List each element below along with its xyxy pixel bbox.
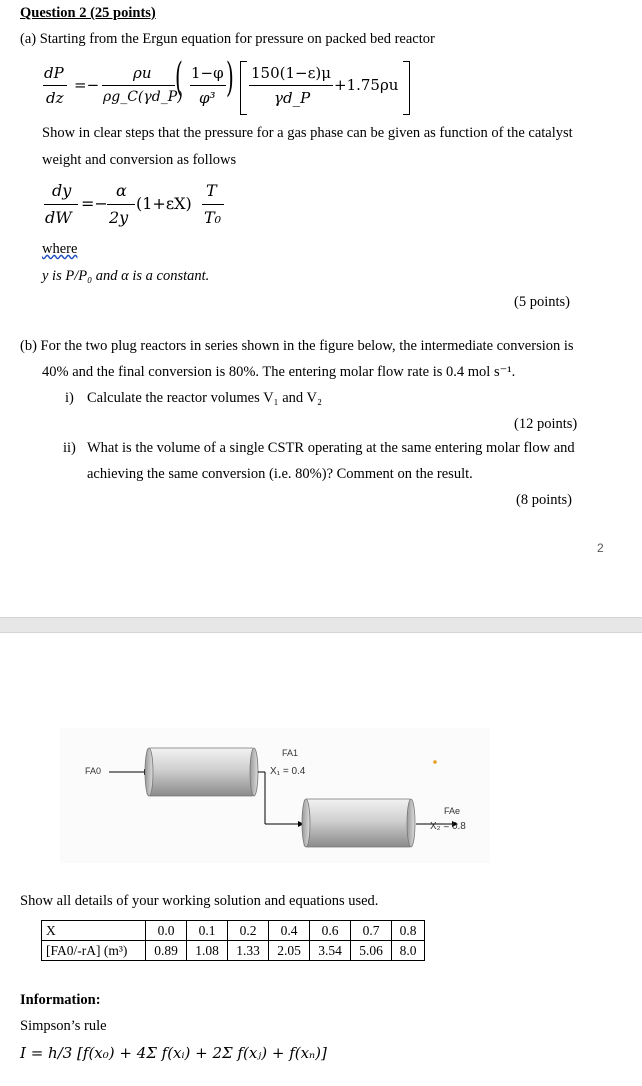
fig-x1-label: X₁ = 0.4 xyxy=(270,766,306,777)
ergun-f3-den: γd_P xyxy=(274,89,311,107)
info-heading: Information: xyxy=(20,992,101,1008)
ergun-lhs-den: dz xyxy=(46,89,64,107)
table-cell: 1.08 xyxy=(187,941,228,961)
fig-fa1-label: FA1 xyxy=(282,748,299,758)
where-def: y is P/P₀ and α is a constant. xyxy=(42,268,210,284)
rule-name: Simpson’s rule xyxy=(20,1018,107,1034)
fig-fae-label: FAe xyxy=(444,806,461,816)
part-a-show-2: weight and conversion as follows xyxy=(42,152,237,168)
item-ii-points: (8 points) xyxy=(516,492,572,508)
table-cell: 3.54 xyxy=(310,941,351,961)
table-cell: 0.6 xyxy=(310,921,351,941)
pe-c-den: 2y xyxy=(109,208,129,227)
pe-t-den: T₀ xyxy=(204,208,222,227)
working-note: Show all details of your working solution and equations used. xyxy=(20,893,379,909)
reactor-1 xyxy=(145,748,258,796)
part-a-intro: (a) Starting from the Ergun equation for pressure on packed bed reactor xyxy=(20,31,435,47)
part-b-intro-2: 40% and the final conversion is 80%. The entering molar flow rate is 0.4 mol s⁻¹. xyxy=(42,364,516,380)
data-table xyxy=(41,920,425,961)
item-ii-line2: achieving the same conversion (i.e. 80%)? Comment on the result. xyxy=(87,466,473,482)
pe-c-num: α xyxy=(116,181,127,200)
where-label: where xyxy=(42,241,78,257)
part-b-intro-1: (b) For the two plug reactors in series shown in the figure below, the intermediate conversion is xyxy=(20,338,574,354)
part-a-show-1: Show in clear steps that the pressure for a gas phase can be given as function of the catalyst xyxy=(42,125,573,141)
table-row xyxy=(42,921,425,941)
table-cell: 0.2 xyxy=(228,921,269,941)
table-cell: 0.7 xyxy=(351,921,392,941)
pe-t-num: T xyxy=(206,181,217,200)
ergun-f2-num: 1−φ xyxy=(191,64,224,82)
pe-mid: (1+εX) xyxy=(136,194,192,213)
table-row-label: X xyxy=(42,921,146,941)
ergun-f1-den: ρg_C(γd_P) xyxy=(103,89,183,105)
table-cell: 0.8 xyxy=(392,921,425,941)
simpson-formula: I = h/3 [f(x₀) + 4Σ f(xᵢ) + 2Σ f(xⱼ) + f(xₙ)] xyxy=(20,1044,327,1062)
ergun-f3-num: 150(1−ε)μ xyxy=(251,64,331,82)
ergun-f1-num: ρu xyxy=(133,64,152,82)
item-i-text: Calculate the reactor volumes V₁ and V₂ xyxy=(87,390,323,406)
fig-inlet-label: FA0 xyxy=(85,766,102,776)
item-ii-line1: What is the volume of a single CSTR operating at the same entering molar flow and xyxy=(87,440,575,456)
page-number: 2 xyxy=(597,541,604,555)
reactor-figure xyxy=(60,728,490,863)
table-cell: 2.05 xyxy=(269,941,310,961)
table-cell: 5.06 xyxy=(351,941,392,961)
item-i-points: (12 points) xyxy=(514,416,578,432)
ergun-f2-den: φ³ xyxy=(199,89,216,107)
reactor-2 xyxy=(302,799,415,847)
page-separator xyxy=(0,617,642,633)
pe-lhs-num: dy xyxy=(52,181,72,200)
ergun-tail: +1.75ρu xyxy=(334,76,399,94)
ergun-lhs-num: dP xyxy=(44,64,64,82)
table-cell: 8.0 xyxy=(392,941,425,961)
table-row-label: [FA0/-rA] (m³) xyxy=(42,941,146,961)
fig-x2-label: X₂ = 0.8 xyxy=(430,821,466,832)
item-i-marker: i) xyxy=(65,390,74,406)
item-ii-marker: ii) xyxy=(63,440,76,456)
table-cell: 0.89 xyxy=(146,941,187,961)
table-cell: 0.1 xyxy=(187,921,228,941)
pe-lhs-den: dW xyxy=(45,208,72,227)
question-title: Question 2 (25 points) xyxy=(20,5,156,21)
table-cell: 1.33 xyxy=(228,941,269,961)
table-cell: 0.4 xyxy=(269,921,310,941)
part-a-points: (5 points) xyxy=(514,294,570,310)
table-row xyxy=(42,941,425,961)
table-cell: 0.0 xyxy=(146,921,187,941)
